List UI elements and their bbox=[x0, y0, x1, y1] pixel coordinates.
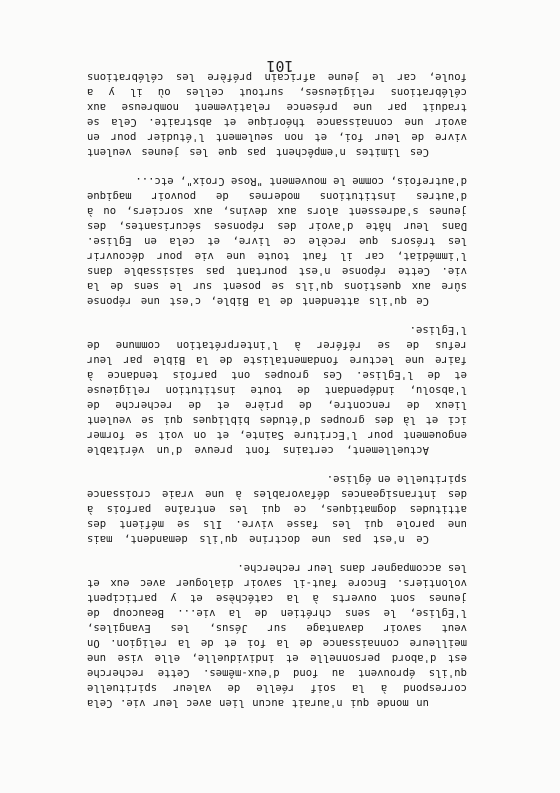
text-line: veut savoir davantage sur Jésus, les Evangiles, bbox=[87, 622, 467, 634]
text-line: volontiers. Encore faut-il savoir dialoguer avec eux et bbox=[87, 577, 467, 589]
text-line: spirituelle en église. bbox=[326, 473, 467, 485]
text-line: correspond à la soif réelle de valeur spirituelle bbox=[87, 682, 467, 694]
text-line: foule, car le jeune africain préfère les célébrations bbox=[87, 71, 467, 83]
body-text bbox=[87, 55, 467, 710]
text-line: l'Eglise, le sens chrétien de la vie... Beaucoup de bbox=[87, 607, 467, 619]
page-number: 101 bbox=[266, 57, 294, 75]
text-line: refus de se référer à l'interprétation commune de bbox=[87, 339, 467, 351]
text-line: sûre aux questions qu'ils se posent sur le sens de la bbox=[87, 280, 467, 292]
text-line: attitudes dogmatiques, ce qui les entraîne parfois à bbox=[87, 503, 467, 515]
paragraph bbox=[87, 322, 467, 457]
text-line: des intransigeances défavorables à une vraie croissance bbox=[87, 488, 467, 500]
text-line: Ces limites n'empêchent pas que les jeunes veulent bbox=[87, 146, 429, 158]
text-line: jeunes sont ouverts à la catéchèse et y participent bbox=[87, 592, 467, 604]
text-line: lieux de rencontre, de prière et de recherche de bbox=[87, 399, 467, 411]
text-line: vie. Cette réponse n'est pourtant pas saisissable dans bbox=[87, 265, 467, 277]
paragraph bbox=[87, 69, 467, 159]
paragraph bbox=[87, 471, 467, 546]
text-line: les trésors que recèle ce livre, et cela en Eglise. bbox=[87, 235, 467, 247]
text-line: Ce n'est pas une doctrine qu'ils demandent, mais bbox=[87, 533, 429, 545]
text-line: les accompagner dans leur recherche. bbox=[237, 562, 467, 574]
text-line: une parole qui les fasse vivre. Ils se méfient des bbox=[87, 518, 467, 530]
text-line: célébrations religieuses, surtout celles où il y a bbox=[87, 86, 467, 98]
text-line: l'Eglise. bbox=[409, 324, 467, 336]
paragraph bbox=[87, 560, 467, 710]
text-line: jeunes s'adressent alors aux devins, aux sorciers, ou à bbox=[87, 205, 467, 217]
text-line: Dans leur hâte d'avoir des réponses sécurisantes, des bbox=[87, 220, 467, 232]
text-line: Actuellement, certains font preuve d'un véritable bbox=[87, 444, 429, 456]
paragraph bbox=[87, 173, 467, 308]
text-line: d'autrefois, comme le mouvement "Rose Croix", etc... bbox=[135, 175, 467, 187]
text-line: faire une lecture fondamentaliste de la Bible par leur bbox=[87, 354, 467, 366]
text-line: ici et là des groupes d'études bibliques qui se veulent bbox=[87, 414, 467, 426]
text-line: engouement pour l'Ecriture Sainte, et on voit se former bbox=[87, 429, 467, 441]
text-line: traduit par une présence relativement nombreuse aux bbox=[87, 101, 467, 113]
text-line: un monde qui n'aurait aucun lien avec leur vie. Cela bbox=[87, 697, 429, 709]
text-line: avoir une connaissance théorique et abstraite. Cela se bbox=[87, 116, 467, 128]
text-line: l'absolu, indépendant de toute institution religieuse bbox=[87, 384, 467, 396]
text-line: est d'abord personnelle et individuelle, elle vise une bbox=[87, 652, 467, 664]
text-line: Ce qu'ils attendent de la Bible, c'est une réponse bbox=[87, 295, 429, 307]
text-line: meilleure connaissance de la foi et de la religion. On bbox=[87, 637, 467, 649]
text-line: et de l'Eglise. Ces groupes ont parfois tendance à bbox=[87, 369, 467, 381]
text-line: vivre de leur foi, et non seulement l'étudier pour en bbox=[87, 131, 467, 143]
text-line: d'autres institutions modernes de pouvoir magique bbox=[87, 190, 467, 202]
text-line: qu'ils éprouvent au fond d'eux-mêmes. Cette recherche bbox=[87, 667, 467, 679]
text-line: l'immédiat, car il faut toute une vie pour découvrir bbox=[87, 250, 467, 262]
